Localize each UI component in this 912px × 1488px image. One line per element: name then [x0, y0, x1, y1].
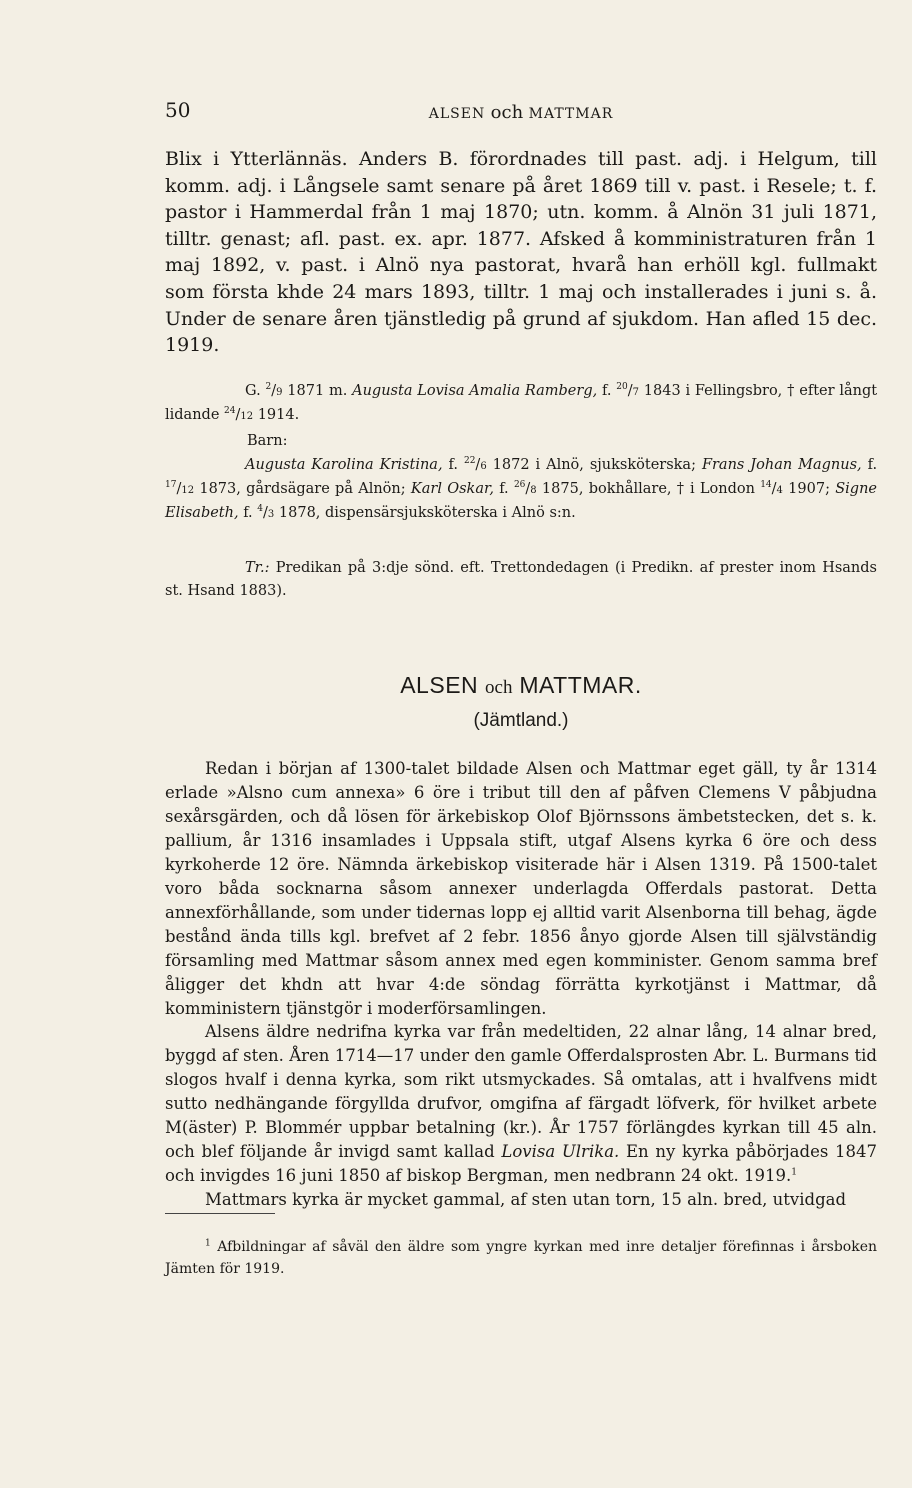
- section-title-part: ALSEN: [400, 672, 479, 698]
- date-sup: 26: [513, 480, 526, 491]
- running-title-och: och: [490, 102, 524, 123]
- bio-line: tilltr. genast; afl. past. ex. apr. 1877. Afsked å komministraturen från 1: [165, 227, 877, 250]
- section-title-och: och: [485, 677, 513, 698]
- date-sub: 9: [276, 387, 283, 398]
- marriage-year: 1871 m.: [287, 383, 348, 399]
- bio-line: maj 1892, v. past. i Alnö nya pastorat, hvarå han erhöll kgl. fullmakt: [165, 254, 877, 277]
- running-title-part: ALSEN: [428, 106, 486, 122]
- date-sub: 12: [181, 485, 195, 496]
- bio-line: som första khde 24 mars 1893, tilltr. 1 maj och installerades i juni s. å.: [165, 280, 877, 303]
- church-text: En ny kyrka påbörjades 1847 och invigdes 16 juni 1850 af biskop Bergman, men nedbrann 24 okt. 1919.: [165, 1142, 878, 1185]
- church-name: Lovisa Ulrika.: [501, 1142, 620, 1161]
- history-paragraph: Redan i början af 1300-talet bildade Alsen och Mattmar eget gäll, ty år 1314 erlade »Alsno cum annexa» 6 öre i tribut till den af påfven Clemens V påbjudna sexårsgärden, och då lösen för ärkebiskop Olof Björnssons ämbetstecken, det s. k. pallium, år 1316 insamlades i Uppsala stift, utgaf Alsens kyrka 6 öre och dess kyrkoherde 12 öre. Nämnda ärkebiskop visiterade här i Alsen 1319. På 1500-talet voro båda socknarna såsom annexer underlagda Offerdals pastorat. Detta annexförhållande, som under tidernas lopp ej alltid varit Alsenborna till behag, ägde bestånd ända tills kgl. brefvet af 2 febr. 1856 ånyo gjorde Alsen till självständig församling med Mattmar såsom annex med egen komminister. Genom samma bref åligger det khdn att hvar 4:de söndag förrätta kyrkotjänst i Mattmar, då komministern tjänstgör i moderförsamlingen.: [165, 759, 877, 1018]
- date-sup: 24: [224, 406, 236, 417]
- date-sub: 3: [267, 509, 275, 520]
- child-name: Frans Johan Magnus,: [701, 457, 862, 473]
- biography-paragraph: [165, 146, 877, 359]
- date-sup: 4: [257, 504, 264, 515]
- child-name: Signe Elisabeth,: [165, 481, 878, 521]
- section-title: [165, 672, 877, 699]
- death-year: 1907;: [788, 481, 830, 497]
- born-label: f.: [602, 383, 612, 399]
- child-info: 1878, dispensärsjuksköterska i Alnö s:n.: [278, 505, 576, 521]
- death-text: † efter långt lidande: [165, 383, 878, 423]
- running-title-part: MATTMAR: [528, 106, 614, 122]
- footnote-text: Afbildningar af såväl den äldre som yngre kyrkan med inre detaljer förefinnas i årsboken Jämten för 1919.: [165, 1239, 878, 1277]
- child-info: 1875, bokhållare,: [541, 481, 672, 497]
- marriage-prefix: G.: [245, 383, 261, 399]
- born-label: f.: [448, 457, 458, 473]
- church-text: Alsens äldre nedrifna kyrka var från medeltiden, 22 alnar lång, 14 alnar bred, byggd af sten. Åren 1714—17 under den gamle Offerdalsprosten Abr. L. Burmans tid slogos hvalf i denna kyrka, som rikt utsmyckades. Så omtalas, att i hvalfvens midt sutto nedhängande förgyllda drufvor, omgifna af färgadt löfverk, för hvilket arbete M(äster) P. Blommér uppbar betalning (kr.). År 1757 förlängdes kyrkan till 45 aln. och blef följande år invigd samt kallad: [165, 1022, 877, 1161]
- printed-works-text: Predikan på 3:dje sönd. eft. Trettondedagen (i Predikn. af prester inom Hsands st. Hsand 1883).: [165, 560, 877, 599]
- bio-line: Under de senare åren tjänstledig på grund af sjukdom. Han afled 15 dec.: [165, 307, 877, 330]
- bio-line: pastor i Hammerdal från 1 maj 1870; utn. komm. å Alnön 31 juli 1871,: [165, 201, 877, 224]
- page-number: 50: [165, 98, 191, 122]
- footnote: [165, 1236, 877, 1280]
- children-label-block: [165, 430, 877, 453]
- section-subtitle: (Jämtland.): [473, 710, 569, 731]
- church-paragraph: [165, 1020, 877, 1188]
- children-list: Augusta Karolina Kristina, f. $^{22}$/6 1872 i Alnö, sjuksköterska; Frans Johan Magnus, f. $^{17}$/12 1873, gårdsägare på Alnön; Karl Oskar, f. $^{26}$/8 1875, bokhållare, † i London $^{14}$/4 1907; Signe Elisabeth, f. $^4$/3 1878, dispensärsjuksköterska i Alnö s:n.: [165, 456, 878, 521]
- children-label: Barn:: [247, 433, 288, 449]
- printed-works-label: Tr.:: [245, 560, 270, 576]
- date-sub: 6: [480, 461, 487, 472]
- page-header: [165, 98, 877, 122]
- date-sup: 20: [616, 382, 628, 393]
- running-title: [165, 102, 877, 123]
- death-year: 1914.: [257, 407, 300, 423]
- bio-line: Blix i Ytterlännäs. Anders B. förordnades till past. adj. i Helgum, till: [165, 148, 877, 170]
- date-sup: 22: [463, 456, 476, 467]
- child-info: 1872 i Alnö, sjuksköterska;: [492, 457, 696, 473]
- child-name: Augusta Karolina Kristina,: [245, 457, 443, 473]
- date-sup: 2: [265, 382, 272, 393]
- date-sub: 4: [776, 485, 783, 496]
- bio-line: 1919.: [165, 334, 220, 357]
- born-label: f.: [243, 505, 253, 521]
- date-sub: 7: [632, 387, 639, 398]
- date-sup: 14: [760, 480, 772, 491]
- death-text: † i London: [676, 481, 755, 497]
- child-info: 1873, gårdsägare på Alnön;: [199, 481, 406, 497]
- footnote-mark: 1: [205, 1238, 211, 1249]
- footnote-reference: 1: [791, 1167, 797, 1178]
- date-sub: 12: [240, 411, 254, 422]
- marriage-entry: G. $^2$/9 1871 m. Augusta Lovisa Amalia Ramberg, f. $^{20}$/7 1843 i Fellingsbro, † efter långt lidande $^{24}$/12 1914.: [165, 382, 878, 423]
- bio-line: komm. adj. i Långsele samt senare på året 1869 till v. past. i Resele; t. f.: [165, 174, 877, 197]
- printed-works: [165, 557, 877, 603]
- footnote-divider: [165, 1213, 275, 1214]
- child-name: Karl Oskar,: [410, 481, 494, 497]
- section-title-part: MATTMAR.: [519, 672, 642, 698]
- born-label: f.: [499, 481, 509, 497]
- date-sub: 8: [530, 485, 537, 496]
- mattmar-paragraph: Mattmars kyrka är mycket gammal, af sten utan torn, 15 aln. bred, utvidgad: [205, 1190, 847, 1209]
- born-place: 1843 i Fellingsbro,: [643, 383, 783, 399]
- born-label: f.: [867, 457, 878, 473]
- date-sup: 17: [165, 480, 177, 491]
- spouse-name: Augusta Lovisa Amalia Ramberg,: [352, 383, 598, 399]
